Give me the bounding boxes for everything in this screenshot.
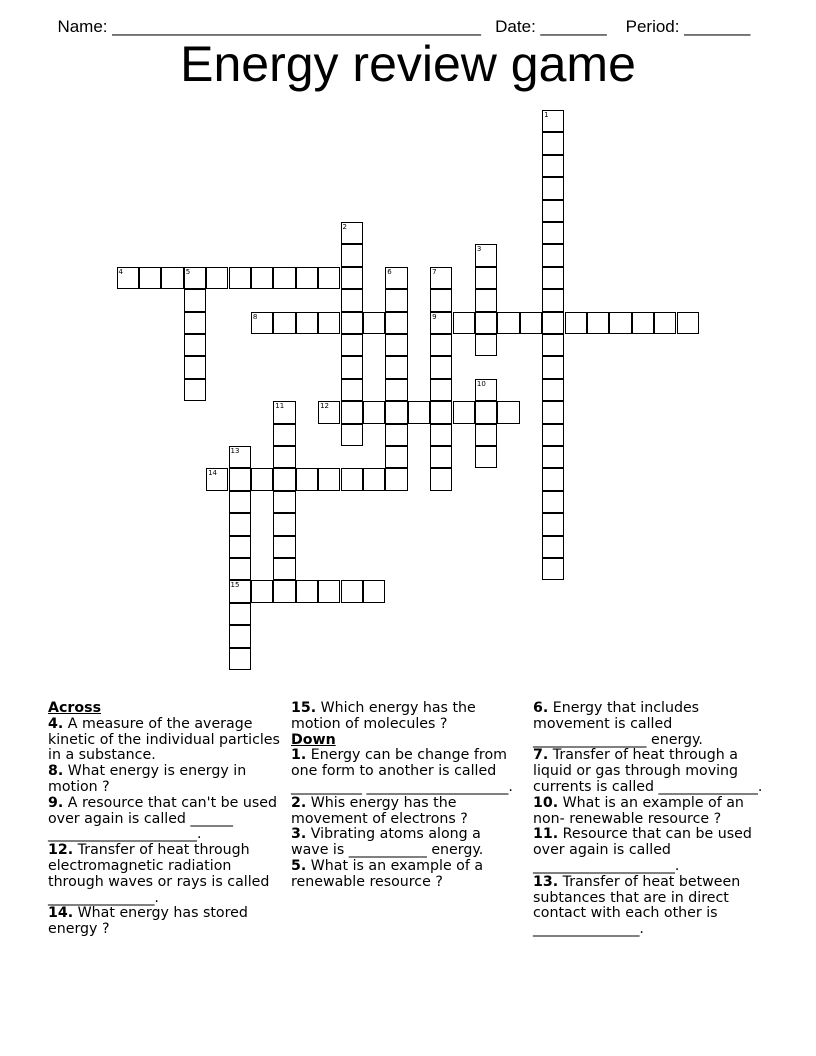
clue-down-6 <box>533 701 763 748</box>
clue-number: 9. <box>48 794 64 811</box>
crossword-cell[interactable] <box>184 267 206 289</box>
clue-number-label: 10 <box>476 379 486 388</box>
crossword-cell[interactable] <box>341 222 363 244</box>
crossword-cell[interactable] <box>542 424 564 446</box>
clue-down-7 <box>533 748 763 795</box>
crossword-cell[interactable] <box>385 267 407 289</box>
crossword-cell[interactable] <box>229 648 251 670</box>
crossword-cell[interactable] <box>430 468 452 490</box>
crossword-cell[interactable] <box>385 446 407 468</box>
crossword-cell[interactable] <box>273 491 295 513</box>
crossword-cell[interactable] <box>318 267 340 289</box>
crossword-cell[interactable] <box>475 401 497 423</box>
clue-text: Which energy has the motion of molecules ? <box>291 700 476 732</box>
crossword-cell[interactable] <box>542 312 564 334</box>
crossword-cell[interactable] <box>430 312 452 334</box>
crossword-cell[interactable] <box>229 580 251 602</box>
crossword-cell[interactable] <box>542 379 564 401</box>
clues-column-1 <box>48 701 284 938</box>
crossword-cell[interactable] <box>385 468 407 490</box>
clue-number-label: 15 <box>230 581 240 590</box>
clue-number: 11. <box>533 826 559 843</box>
clue-number-label: 8 <box>252 312 258 321</box>
clue-across-4 <box>48 717 284 764</box>
crossword-cell[interactable] <box>273 558 295 580</box>
clue-number: 15. <box>291 700 317 716</box>
clue-down-11 <box>533 827 763 874</box>
crossword-cell[interactable] <box>542 155 564 177</box>
crossword-cell[interactable] <box>475 379 497 401</box>
crossword-cell[interactable] <box>341 356 363 378</box>
crossword-cell[interactable] <box>139 267 161 289</box>
crossword-cell[interactable] <box>430 446 452 468</box>
clue-text: Transfer of heat through a liquid or gas through moving currents is called ______________. <box>533 747 763 795</box>
crossword-cell[interactable] <box>318 401 340 423</box>
crossword-cell[interactable] <box>251 312 273 334</box>
crossword-cell[interactable] <box>475 267 497 289</box>
clue-down-13 <box>533 875 763 938</box>
clue-number-label: 1 <box>544 111 549 119</box>
clue-number-label: 2 <box>342 223 347 231</box>
crossword-cell[interactable] <box>273 267 295 289</box>
crossword-cell[interactable] <box>184 312 206 334</box>
clue-text: What is an example of a renewable resource ? <box>291 857 484 890</box>
crossword-cell[interactable] <box>542 491 564 513</box>
crossword-cell[interactable] <box>229 625 251 647</box>
clue-number: 12. <box>48 842 74 859</box>
crossword-cell[interactable] <box>542 267 564 289</box>
crossword-cell[interactable] <box>542 222 564 244</box>
clue-across-14 <box>48 906 284 938</box>
crossword-cell[interactable] <box>385 424 407 446</box>
clue-text: Energy can be change from one form to another is called __________ ____________________. <box>291 747 513 795</box>
crossword-cell[interactable] <box>296 580 318 602</box>
crossword-cell[interactable] <box>385 401 407 423</box>
crossword-cell[interactable] <box>318 580 340 602</box>
crossword-cell[interactable] <box>273 401 295 423</box>
crossword-cell[interactable] <box>273 312 295 334</box>
crossword-cell[interactable] <box>363 401 385 423</box>
crossword-cell[interactable] <box>184 379 206 401</box>
clue-text: What energy has stored energy ? <box>48 905 248 938</box>
crossword-cell[interactable] <box>296 468 318 490</box>
crossword-cell[interactable] <box>542 289 564 311</box>
crossword-cell[interactable] <box>430 267 452 289</box>
crossword-cell[interactable] <box>273 580 295 602</box>
clue-number: 14. <box>48 905 74 922</box>
crossword-cell[interactable] <box>251 267 273 289</box>
crossword-cell[interactable] <box>184 289 206 311</box>
crossword-cell[interactable] <box>408 401 430 423</box>
clues-column-2 <box>291 701 519 891</box>
crossword-cell[interactable] <box>542 244 564 266</box>
clue-text: Transfer of heat between subtances that are in direct contact with each other is _______________. <box>533 873 741 938</box>
crossword-cell[interactable] <box>542 468 564 490</box>
clues-column-3 <box>533 701 763 938</box>
clue-number-label: 4 <box>118 267 123 276</box>
crossword-cell[interactable] <box>341 312 363 334</box>
crossword-cell[interactable] <box>341 424 363 446</box>
crossword-cell[interactable] <box>430 356 452 378</box>
crossword-cell[interactable] <box>542 446 564 468</box>
crossword-cell[interactable] <box>229 536 251 558</box>
clue-down-1 <box>291 748 519 795</box>
period-field-label[interactable]: Period: _______ <box>625 17 751 36</box>
clue-across-8 <box>48 764 284 796</box>
crossword-cell[interactable] <box>341 334 363 356</box>
crossword-cell[interactable] <box>251 468 273 490</box>
crossword-cell[interactable] <box>251 580 273 602</box>
crossword-cell[interactable] <box>542 132 564 154</box>
crossword-cell[interactable] <box>430 379 452 401</box>
crossword-cell[interactable] <box>206 267 228 289</box>
crossword-cell[interactable] <box>229 513 251 535</box>
crossword-cell[interactable] <box>273 468 295 490</box>
crossword-cell[interactable] <box>497 401 519 423</box>
crossword-cell[interactable] <box>475 446 497 468</box>
clue-number: 4. <box>48 715 64 732</box>
crossword-cell[interactable] <box>677 312 699 334</box>
clue-text: Resource that can be used over again is called ____________________. <box>533 826 752 874</box>
across-heading: Across <box>48 700 102 716</box>
crossword-cell[interactable] <box>430 289 452 311</box>
crossword-cell[interactable] <box>542 513 564 535</box>
crossword-cell[interactable] <box>385 356 407 378</box>
clue-across-15 <box>291 701 519 733</box>
clue-number-label: 14 <box>208 469 218 478</box>
clue-across-12 <box>48 843 284 906</box>
clue-number: 5. <box>291 857 307 874</box>
crossword-cell[interactable] <box>318 312 340 334</box>
date-field-label[interactable]: Date: _______ <box>495 17 607 36</box>
crossword-cell[interactable] <box>229 491 251 513</box>
crossword-cell[interactable] <box>206 468 228 490</box>
clue-text: What is an example of an non- renewable resource ? <box>533 794 744 827</box>
clue-number-label: 7 <box>432 267 437 276</box>
crossword-cell[interactable] <box>632 312 654 334</box>
clue-number: 2. <box>291 794 307 811</box>
crossword-cell[interactable] <box>341 244 363 266</box>
clue-down-2 <box>291 796 519 828</box>
clue-text: What energy is energy in motion ? <box>48 763 247 795</box>
crossword-cell[interactable] <box>542 401 564 423</box>
crossword-cell[interactable] <box>453 401 475 423</box>
page-title: Energy review game <box>180 36 636 92</box>
crossword-cell[interactable] <box>542 200 564 222</box>
crossword-cell[interactable] <box>363 580 385 602</box>
crossword-cell[interactable] <box>587 312 609 334</box>
crossword-cell[interactable] <box>430 424 452 446</box>
crossword-cell[interactable] <box>542 110 564 132</box>
clue-text: Energy that includes movement is called ________________ energy. <box>533 700 703 748</box>
crossword-cell[interactable] <box>542 334 564 356</box>
clue-text: Vibrating atoms along a wave is ___________ energy. <box>291 826 484 859</box>
crossword-cell[interactable] <box>273 424 295 446</box>
crossword-cell[interactable] <box>497 312 519 334</box>
crossword-cell[interactable] <box>296 267 318 289</box>
crossword-cell[interactable] <box>475 289 497 311</box>
crossword-cell[interactable] <box>475 312 497 334</box>
crossword-cell[interactable] <box>341 401 363 423</box>
clue-number-label: 12 <box>320 402 330 411</box>
clue-number: 3. <box>291 826 307 843</box>
clue-number: 10. <box>533 794 559 811</box>
clue-number: 7. <box>533 747 549 764</box>
clue-number-label: 9 <box>432 312 437 321</box>
clue-text: Transfer of heat through electromagnetic radiation through waves or rays is called _______________. <box>48 842 270 906</box>
crossword-cell[interactable] <box>273 536 295 558</box>
crossword-cell[interactable] <box>184 356 206 378</box>
crossword-cell[interactable] <box>229 267 251 289</box>
crossword-cell[interactable] <box>609 312 631 334</box>
crossword-cell[interactable] <box>475 244 497 266</box>
crossword-cell[interactable] <box>229 468 251 490</box>
crossword-cell[interactable] <box>363 312 385 334</box>
crossword-cell[interactable] <box>341 468 363 490</box>
crossword-cell[interactable] <box>475 334 497 356</box>
crossword-cell[interactable] <box>184 334 206 356</box>
crossword-cell[interactable] <box>318 468 340 490</box>
crossword-cell[interactable] <box>654 312 676 334</box>
crossword-cell[interactable] <box>363 468 385 490</box>
crossword-cell[interactable] <box>430 401 452 423</box>
crossword-cell[interactable] <box>520 312 542 334</box>
crossword-cell[interactable] <box>117 267 139 289</box>
clue-text: A resource that can't be used over again is called ______ _____________________. <box>48 794 278 843</box>
crossword-cell[interactable] <box>341 379 363 401</box>
clue-number: 1. <box>291 747 307 764</box>
crossword-cell[interactable] <box>542 536 564 558</box>
crossword-cell[interactable] <box>453 312 475 334</box>
crossword-cell[interactable] <box>385 334 407 356</box>
crossword-cell[interactable] <box>341 580 363 602</box>
clue-text: A measure of the average kinetic of the individual particles in a substance. <box>48 715 280 764</box>
clue-number-label: 5 <box>185 267 191 276</box>
name-field-label[interactable]: Name: _______________________________________ <box>57 17 481 36</box>
clue-across-9 <box>48 796 284 843</box>
clue-number: 8. <box>48 763 64 780</box>
clue-down-10 <box>533 796 763 828</box>
crossword-cell[interactable] <box>430 334 452 356</box>
clue-text: Whis energy has the movement of electrons ? <box>291 794 468 827</box>
clue-number-label: 3 <box>476 245 482 254</box>
crossword-cell[interactable] <box>273 513 295 535</box>
crossword-cell[interactable] <box>229 558 251 580</box>
down-heading: Down <box>291 731 336 748</box>
clue-number-label: 6 <box>387 267 392 276</box>
crossword-cell[interactable] <box>542 558 564 580</box>
clue-number: 6. <box>533 700 549 716</box>
clue-down-3 <box>291 827 519 859</box>
crossword-cell[interactable] <box>341 267 363 289</box>
crossword-cell[interactable] <box>542 356 564 378</box>
crossword-cell[interactable] <box>296 312 318 334</box>
crossword-cell[interactable] <box>229 603 251 625</box>
crossword-cell[interactable] <box>385 379 407 401</box>
crossword-cell[interactable] <box>229 446 251 468</box>
clue-number-label: 11 <box>275 402 285 411</box>
crossword-cell[interactable] <box>385 312 407 334</box>
clue-number: 13. <box>533 873 559 890</box>
crossword-cell[interactable] <box>385 289 407 311</box>
clue-number-label: 13 <box>230 447 240 455</box>
crossword-cell[interactable] <box>273 446 295 468</box>
crossword-cell[interactable] <box>542 177 564 199</box>
crossword-cell[interactable] <box>475 424 497 446</box>
crossword-cell[interactable] <box>161 267 183 289</box>
clue-down-5 <box>291 859 519 891</box>
crossword-cell[interactable] <box>341 289 363 311</box>
crossword-cell[interactable] <box>565 312 587 334</box>
